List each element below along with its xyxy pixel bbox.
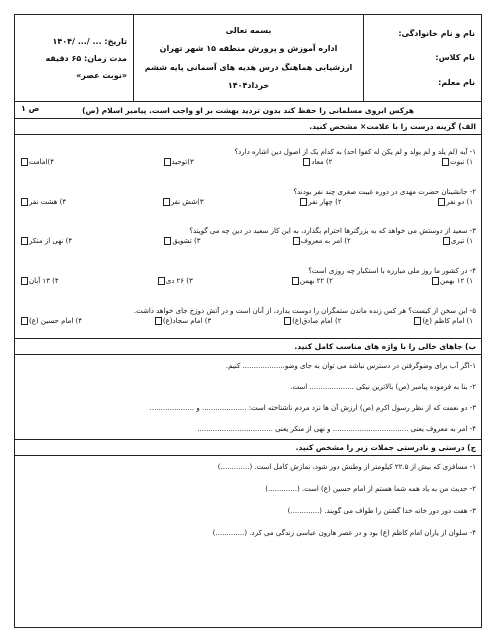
student-info: [363, 15, 481, 101]
section-c-title: ج) درستی و نادرستی جملات زیر را مشخص کنید.: [15, 440, 481, 456]
true-false-item[interactable]: ۴- سلوان از یاران امام کاظم (ع) بود و در عصر هارون عباسی زندگی می کرد. (.............): [212, 529, 476, 537]
true-false-item[interactable]: ۳- هفت دور دور خانه خدا گشتن را طواف می گویند. (.............): [287, 507, 476, 515]
checkbox: [300, 198, 307, 206]
fill-blank-item[interactable]: ۳- دو نعمت که از نظر رسول اکرم (ص) ارزش آن ها نزد مردم ناشناخته است: .................... و ....................: [149, 403, 476, 412]
duration-label: مدت زمان: ۶۵ دقیقه: [45, 53, 127, 63]
checkbox: [292, 277, 299, 285]
shift-label: «نوبت عصر»: [76, 70, 127, 80]
section-a: [15, 135, 481, 339]
option[interactable]: ۳)توحید: [164, 157, 194, 167]
page-number: ص ۱: [21, 104, 40, 113]
section-c: [15, 456, 481, 544]
checkbox: [163, 198, 170, 206]
teacher-label: نام معلم:: [438, 78, 475, 88]
option[interactable]: ۳)شش نفر: [163, 197, 204, 207]
exam-page: [14, 14, 482, 628]
true-false-item[interactable]: ۲- حدیث من به یاد همه شما هستم از امام حسین (ع) است. (.............): [265, 485, 476, 493]
option[interactable]: ۲) ۲۲ بهمن: [292, 276, 333, 286]
fill-blank-item[interactable]: ۴- امر به معروف یعنی .................................. و نهی از منکر یعنی ..................................: [197, 424, 476, 433]
option[interactable]: ۲) امر به معروف: [293, 236, 351, 246]
name-label: نام و نام خانوادگی:: [398, 28, 475, 38]
question-text: ۴- در کشور ما روز ملی مبارزه با استکبار چه روزی است؟: [308, 267, 476, 276]
fill-blank-item[interactable]: ۱-اگر آب برای وضوگرفتن در دسترس نباشد می توان به جای وضو................... کنیم.: [225, 361, 476, 370]
section-b-title: ب) جاهای خالی را با واژه های مناسب کامل کنید.: [15, 339, 481, 355]
class-label: نام کلاس:: [435, 53, 475, 63]
question-2: [15, 187, 481, 207]
checkbox: [293, 237, 300, 245]
date-label: تاریخ: ... /... /۱۴۰۴: [52, 36, 127, 46]
checkbox: [438, 198, 445, 206]
option[interactable]: ۴) ۱۳ آبان: [21, 276, 59, 286]
option[interactable]: ۳) ۲۶ دی: [158, 276, 193, 286]
question-5: [15, 306, 481, 326]
checkbox: [155, 317, 162, 325]
hadith-row: [15, 102, 481, 119]
question-4: [15, 266, 481, 286]
checkbox: [443, 237, 450, 245]
checkbox: [164, 237, 171, 245]
section-a-title: الف) گزینه درست را با علامت× مشخص کنید.: [15, 119, 481, 135]
option[interactable]: ۴) امام حسین (ع): [21, 316, 82, 326]
month-line: خرداد۱۴۰۴: [227, 81, 270, 91]
checkbox: [21, 237, 28, 245]
checkbox: [21, 198, 28, 206]
dept-line: اداره آموزش و پرورش منطقه ۱۵ شهر تهران: [159, 44, 338, 54]
option[interactable]: ۲) امام صادق(ع): [284, 316, 341, 326]
true-false-item[interactable]: ۱- مسافری که بیش از ۲۲.۵ کیلومتر از وطنش دور شود، نمازش کامل است. (.............): [217, 463, 476, 471]
option[interactable]: ۲) معاد: [303, 157, 332, 167]
section-b: [15, 355, 481, 440]
exam-meta: [15, 15, 133, 101]
fill-blank-item[interactable]: ۲- بنا به فرموده پیامبر (ص) بالاترین نیکی .................... است.: [290, 382, 476, 391]
question-text: ۱- آیه (لم یلد و لم یولد و لم یکن له کفوا احد) به کدام یک از اصول دین اشاره دارد؟: [234, 147, 476, 156]
option[interactable]: ۳) امام سجاد(ع): [155, 316, 211, 326]
checkbox: [158, 277, 165, 285]
checkbox: [284, 317, 291, 325]
option[interactable]: ۳) تشویق: [164, 236, 200, 246]
checkbox: [21, 158, 28, 166]
checkbox: [442, 158, 449, 166]
exam-line: ارزشیابی هماهنگ درس هدیه های آسمانی پایه ششم: [144, 62, 353, 72]
option[interactable]: ۲) چهار نفر: [300, 197, 341, 207]
question-3: [15, 226, 481, 246]
question-text: ۵- این سخن از کیست؟ هر کس زنده ماندن ستمگران را دوست بدارد، از آنان است و در آتش دوزخ جای خواهد داشت.: [133, 307, 476, 316]
checkbox: [164, 158, 171, 166]
option[interactable]: ۱) دو نفر: [438, 197, 473, 207]
basmala: بسمه تعالی: [225, 25, 272, 35]
question-text: ۳- سعید از دوستش می خواهد که به بزرگترها احترام بگذارد، به این کار سعید در دین چه می گویند؟: [189, 227, 476, 236]
option[interactable]: ۱) تبری: [443, 236, 473, 246]
option[interactable]: ۴) هشت نفر: [21, 197, 66, 207]
checkbox: [21, 277, 28, 285]
option[interactable]: ۱) نبوت: [442, 157, 473, 167]
checkbox: [303, 158, 310, 166]
hadith-text: هرکس ابروی مسلمانی را حفظ کند بدون تردید بهشت بر او واجب است. پیامبر اسلام (ص): [82, 105, 414, 115]
option[interactable]: ۱) ۱۲ بهمن: [432, 276, 473, 286]
option[interactable]: ۱) امام کاظم (ع): [414, 316, 473, 326]
checkbox: [432, 277, 439, 285]
option[interactable]: ۴) نهی از منکر: [21, 236, 72, 246]
checkbox: [21, 317, 28, 325]
question-text: ۲- جانشینان حضرت مهدی در دوره غیبت صغری چند نفر بودند؟: [293, 187, 476, 196]
option[interactable]: ۴)امامت: [21, 157, 54, 167]
exam-header: [15, 15, 481, 102]
checkbox: [414, 317, 421, 325]
question-1: [15, 147, 481, 167]
exam-title-block: [133, 15, 363, 101]
